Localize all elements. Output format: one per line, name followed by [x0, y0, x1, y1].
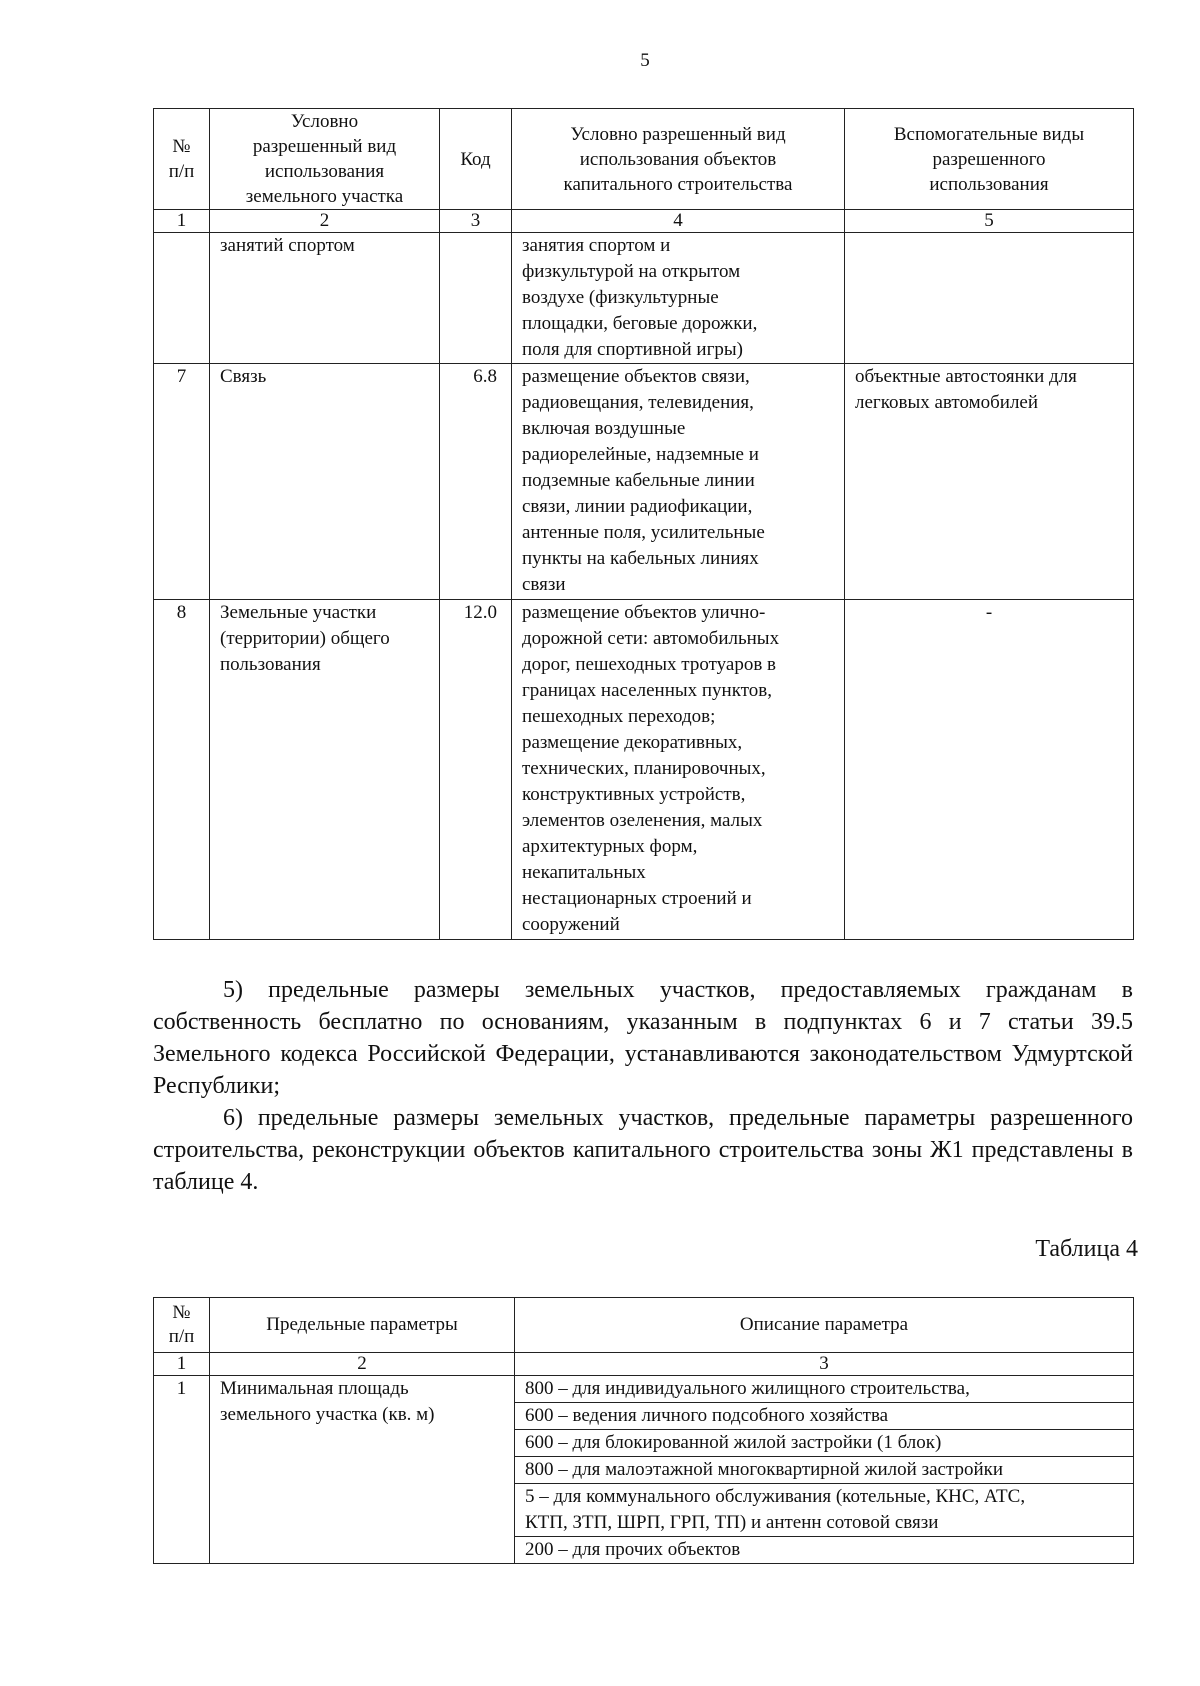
row-num: 1 — [154, 1376, 210, 1564]
limit-parameters-table — [153, 1297, 1134, 1564]
row-code: 6.8 — [440, 364, 512, 600]
paragraph-5: 5) предельные размеры земельных участков, предоставляемых гражданам в собственность бесплатно по основаниям, указанным в подпунктах 6 и 7 статьи 39.5 Земельного кодекса Российской Федерации, устанавливаются законодательством Удмуртской Республики; — [153, 977, 1133, 1099]
col-number: 3 — [440, 210, 512, 233]
paragraph-6: 6) предельные размеры земельных участков, предельные параметры разрешенного строительства, реконструкции объектов капитального строительства зоны Ж1 представлены в таблице 4. — [153, 1105, 1133, 1195]
header-code: Код — [440, 109, 512, 210]
header-num: № п/п — [154, 109, 210, 210]
row-aux — [845, 233, 1134, 364]
row-objects: размещение объектов связи, радиовещания, телевидения, включая воздушные радиорелейные, надземные и подземные кабельные линии связи, линии радиофикации, антенные поля, усилительные пункты на кабельных линиях связи — [512, 364, 845, 600]
col-number: 2 — [210, 210, 440, 233]
header-capital-objects: Условно разрешенный вид использования объектов капитального строительства — [512, 109, 845, 210]
row-type: Земельные участки (территории) общего пользования — [210, 600, 440, 940]
page-number: 5 — [640, 50, 650, 71]
header-parameter: Предельные параметры — [210, 1298, 515, 1353]
col-number: 5 — [845, 210, 1134, 233]
row-code — [440, 233, 512, 364]
column-number-row — [154, 210, 1134, 233]
col-number: 4 — [512, 210, 845, 233]
table-row — [154, 364, 1134, 600]
col-number: 1 — [154, 1353, 210, 1376]
row-objects: занятия спортом и физкультурой на открытом воздухе (физкультурные площадки, беговые дорожки, поля для спортивной игры) — [512, 233, 845, 364]
row-num: 8 — [154, 600, 210, 940]
header-auxiliary: Вспомогательные виды разрешенного использования — [845, 109, 1134, 210]
table-caption: Таблица 4 — [1035, 1236, 1138, 1262]
row-aux: - — [845, 600, 1134, 940]
row-code: 12.0 — [440, 600, 512, 940]
param-value: 600 – ведения личного подсобного хозяйства — [515, 1403, 1134, 1430]
row-type: занятий спортом — [210, 233, 440, 364]
col-number: 3 — [515, 1353, 1134, 1376]
param-value: 800 – для малоэтажной многоквартирной жилой застройки — [515, 1457, 1134, 1484]
row-type: Связь — [210, 364, 440, 600]
table-row — [154, 233, 1134, 364]
row-num: 7 — [154, 364, 210, 600]
param-value: 600 – для блокированной жилой застройки (1 блок) — [515, 1430, 1134, 1457]
col-number: 1 — [154, 210, 210, 233]
row-aux: объектные автостоянки для легковых автомобилей — [845, 364, 1134, 600]
paragraph-block — [153, 974, 1133, 1198]
table-header-row — [154, 1298, 1134, 1353]
header-num: № п/п — [154, 1298, 210, 1353]
param-value: 200 – для прочих объектов — [515, 1537, 1134, 1564]
column-number-row — [154, 1353, 1134, 1376]
row-param: Минимальная площадь земельного участка (кв. м) — [210, 1376, 515, 1564]
table-row — [154, 1376, 1134, 1403]
param-value: 5 – для коммунального обслуживания (котельные, КНС, АТС, КТП, ЗТП, ШРП, ГРП, ТП) и антенн сотовой связи — [515, 1484, 1134, 1537]
table-row — [154, 600, 1134, 940]
param-value: 800 – для индивидуального жилищного строительства, — [515, 1376, 1134, 1403]
header-description: Описание параметра — [515, 1298, 1134, 1353]
land-use-table — [153, 108, 1134, 940]
col-number: 2 — [210, 1353, 515, 1376]
header-land-use-type: Условно разрешенный вид использования земельного участка — [210, 109, 440, 210]
table-header-row — [154, 109, 1134, 210]
row-objects: размещение объектов улично- дорожной сети: автомобильных дорог, пешеходных тротуаров в границах населенных пунктов, пешеходных переходов; размещение декоративных, технических, планировочных, конструктивных устройств, элементов озеленения, малых архитектурных форм, некапитальных нестационарных строений и сооружений — [512, 600, 845, 940]
row-num — [154, 233, 210, 364]
